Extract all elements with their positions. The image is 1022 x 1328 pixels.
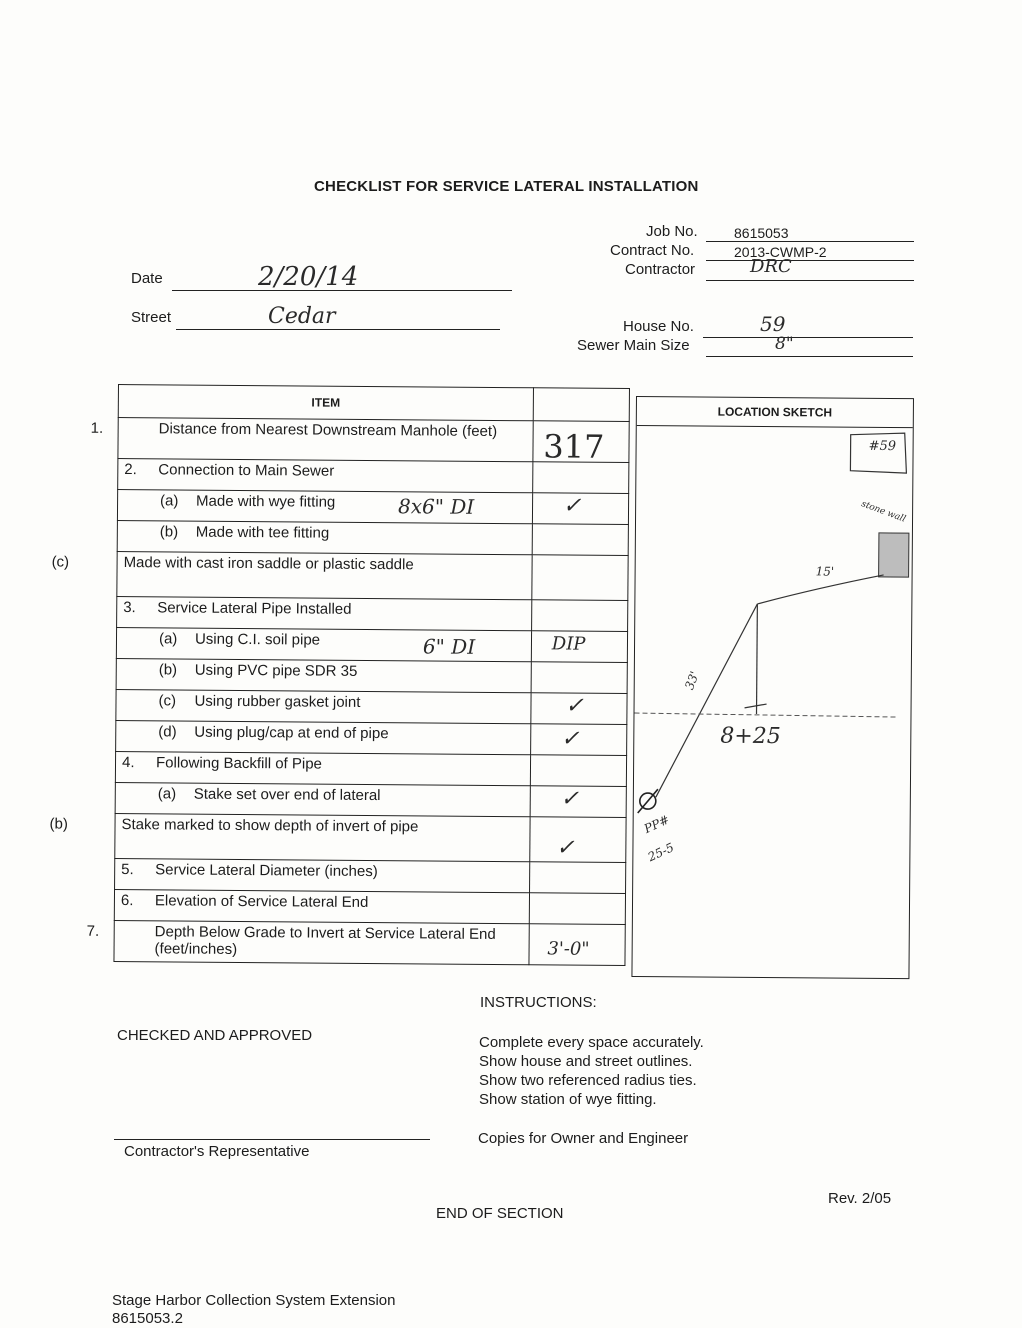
row-2-value bbox=[532, 462, 628, 494]
table-row bbox=[117, 490, 628, 525]
row-6-value bbox=[529, 893, 625, 925]
row-3b-item: (b) Using PVC pipe SDR 35 bbox=[116, 658, 531, 692]
row-2b-value bbox=[532, 524, 628, 556]
item-header: ITEM bbox=[118, 385, 533, 421]
stone-wall-label: stone wall bbox=[859, 499, 907, 525]
row-3d-item: (d) Using plug/cap at end of pipe bbox=[116, 720, 531, 754]
table-row bbox=[118, 459, 629, 494]
instruction-3: Show two referenced radius ties. bbox=[479, 1072, 697, 1089]
instructions-title: INSTRUCTIONS: bbox=[480, 994, 597, 1011]
row-6-item: 6. Elevation of Service Lateral End bbox=[114, 889, 529, 923]
contractor-rep-label: Contractor's Representative bbox=[124, 1143, 310, 1160]
row-3a-value: DIP bbox=[531, 631, 627, 663]
row-4-value bbox=[530, 755, 626, 787]
row-3-item: 3. Service Lateral Pipe Installed bbox=[117, 596, 532, 630]
row-2a-item: (a) Made with wye fitting 8x6" DI bbox=[117, 490, 532, 524]
stone-wall-block bbox=[879, 533, 909, 577]
street-line bbox=[634, 713, 896, 717]
tie-15-label: 15' bbox=[815, 564, 835, 579]
table-row bbox=[116, 689, 627, 724]
diagonal-tie-line bbox=[656, 603, 758, 798]
row-5-item: 5. Service Lateral Diameter (inches) bbox=[115, 858, 530, 892]
row-4a-item: (a) Stake set over end of lateral bbox=[115, 782, 530, 816]
table-row bbox=[116, 658, 627, 693]
sketch-header: LOCATION SKETCH bbox=[637, 397, 913, 428]
row-7-value: 3'-0" bbox=[529, 924, 625, 966]
project-name: Stage Harbor Collection System Extension bbox=[112, 1292, 396, 1309]
end-of-section: END OF SECTION bbox=[436, 1205, 564, 1222]
table-row bbox=[115, 751, 626, 786]
row-2c-value bbox=[532, 555, 629, 601]
row-1-value: 317 bbox=[533, 421, 629, 463]
doc-number: 8615053.2 bbox=[112, 1310, 183, 1327]
signature-line bbox=[114, 1139, 430, 1140]
row-3b-value bbox=[531, 662, 627, 694]
row-4a-value: ✓ bbox=[530, 786, 626, 818]
contract-no-line bbox=[706, 260, 914, 261]
job-no-value: 8615053 bbox=[734, 225, 789, 241]
table-row bbox=[114, 920, 625, 965]
instruction-1: Complete every space accurately. bbox=[479, 1034, 704, 1051]
station-tick bbox=[745, 704, 767, 708]
table-row bbox=[115, 782, 626, 817]
row-3-value bbox=[531, 600, 627, 632]
sewer-main-value: 8" bbox=[775, 334, 794, 354]
table-row bbox=[115, 858, 626, 893]
row-2-item: 2. Connection to Main Sewer bbox=[118, 459, 533, 493]
table-row bbox=[114, 889, 625, 924]
pp-label: PP# bbox=[641, 812, 672, 836]
station-label: 8+25 bbox=[720, 723, 781, 750]
instruction-2: Show house and street outlines. bbox=[479, 1053, 693, 1070]
contractor-value: DRC bbox=[750, 256, 792, 277]
row-3c-item: (c) Using rubber gasket joint bbox=[116, 689, 531, 723]
tie-line-15 bbox=[757, 574, 883, 605]
sewer-main-line bbox=[706, 356, 913, 357]
pp-number: 25-5 bbox=[645, 840, 677, 865]
house-no-label: House No. bbox=[623, 318, 694, 335]
house-label: #59 bbox=[868, 438, 897, 455]
table-row bbox=[117, 551, 628, 600]
contractor-label: Contractor bbox=[625, 261, 696, 278]
date-value: 2/20/14 bbox=[258, 262, 359, 292]
street-label: Street bbox=[131, 309, 172, 326]
tie-diag-label: 33' bbox=[682, 669, 702, 692]
table-row bbox=[116, 627, 627, 662]
house-no-value: 59 bbox=[760, 312, 786, 336]
value-header bbox=[533, 388, 629, 422]
row-7-item: 7. Depth Below Grade to Invert at Service Lateral End (feet/inches) bbox=[114, 920, 529, 964]
revision: Rev. 2/05 bbox=[828, 1190, 892, 1207]
table-row bbox=[116, 720, 627, 755]
contractor-line bbox=[706, 280, 914, 281]
table-row bbox=[115, 813, 626, 862]
row-2a-note: 8x6" DI bbox=[397, 494, 475, 519]
checklist-table bbox=[49, 384, 630, 966]
row-2a-value: ✓ bbox=[532, 493, 628, 525]
street-value: Cedar bbox=[268, 304, 336, 329]
table-row bbox=[117, 520, 628, 555]
row-4b-item: (b) Stake marked to show depth of invert of pipe bbox=[115, 813, 530, 861]
location-sketch bbox=[631, 396, 914, 979]
row-3a-note: 6" DI bbox=[422, 634, 476, 659]
row-2b-item: (b) Made with tee fitting bbox=[117, 520, 532, 554]
sewer-main-label: Sewer Main Size bbox=[577, 337, 690, 354]
job-no-label: Job No. bbox=[646, 223, 698, 240]
sketch-drawing bbox=[632, 397, 913, 978]
vertical-line bbox=[757, 604, 758, 714]
contract-no-value: 2013-CWMP-2 bbox=[734, 244, 827, 260]
row-2c-item: (c) Made with cast iron saddle or plastic saddle bbox=[117, 551, 532, 599]
job-no-line bbox=[706, 241, 914, 242]
row-4b-value: ✓ bbox=[530, 817, 627, 863]
street-line bbox=[176, 329, 500, 330]
table-header-row bbox=[118, 385, 629, 422]
copies-note: Copies for Owner and Engineer bbox=[478, 1130, 689, 1147]
row-3d-value: ✓ bbox=[530, 724, 626, 756]
row-3a-item: (a) Using C.I. soil pipe 6" DI bbox=[116, 627, 531, 661]
row-1-item: 1. Distance from Nearest Downstream Manhole (feet) bbox=[118, 418, 533, 462]
form-title: CHECKLIST FOR SERVICE LATERAL INSTALLATION bbox=[314, 178, 699, 195]
row-4-item: 4. Following Backfill of Pipe bbox=[115, 751, 530, 785]
house-no-line bbox=[703, 337, 913, 338]
date-label: Date bbox=[131, 270, 163, 287]
checked-approved: CHECKED AND APPROVED bbox=[117, 1027, 313, 1044]
contract-no-label: Contract No. bbox=[610, 242, 695, 259]
table-row bbox=[118, 418, 629, 463]
instruction-4: Show station of wye fitting. bbox=[479, 1091, 657, 1108]
table-row bbox=[117, 596, 628, 631]
row-3c-value: ✓ bbox=[531, 693, 627, 725]
row-5-value bbox=[529, 862, 625, 894]
